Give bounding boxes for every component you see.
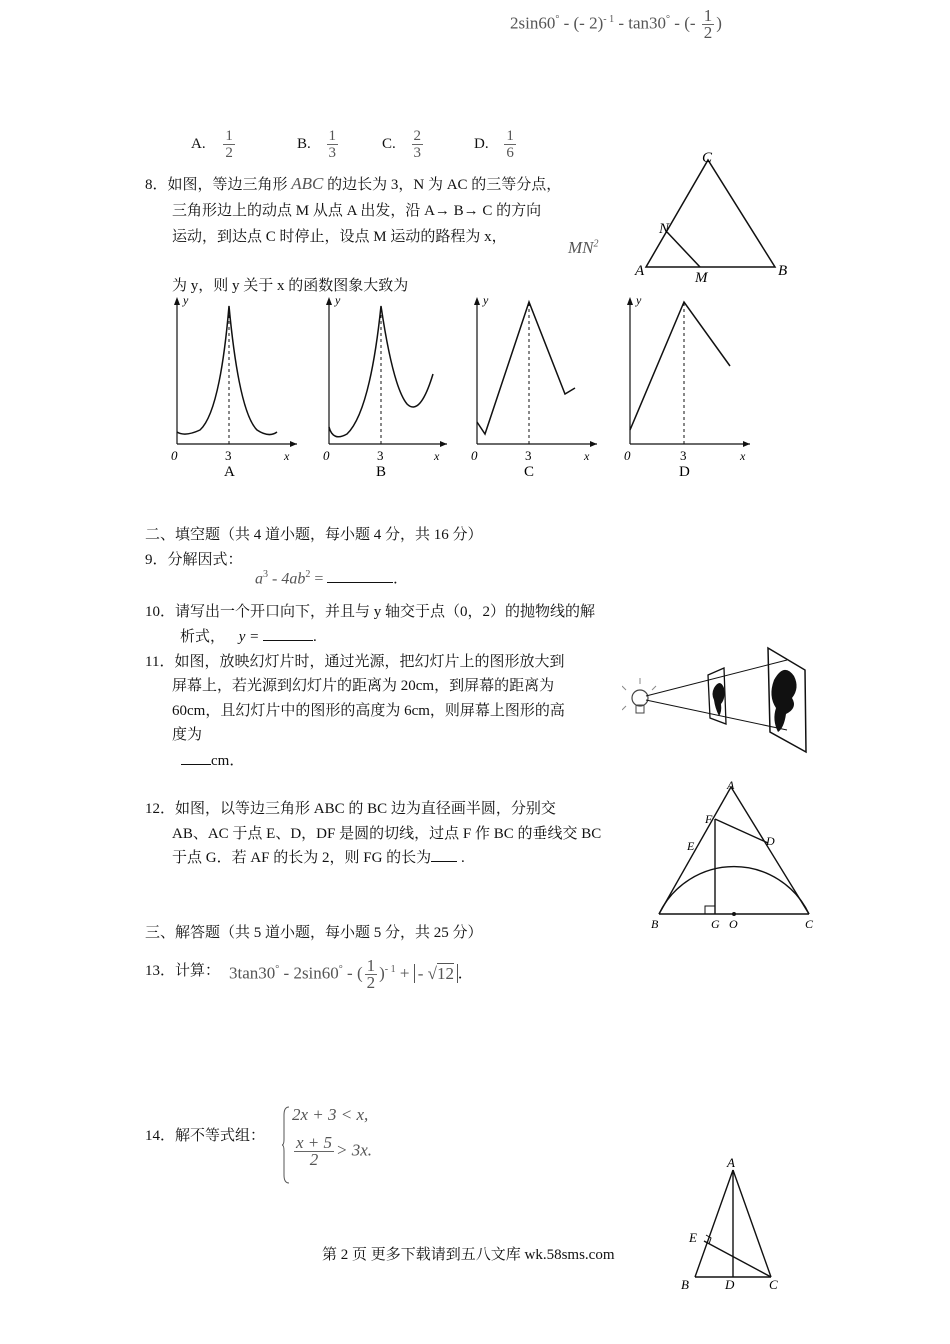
q14-triangle-figure (675, 1150, 795, 1295)
graph-label-b: B (376, 464, 387, 480)
q8-graph-c (465, 292, 605, 482)
svg-text:C: C (805, 917, 814, 931)
svg-text:y: y (636, 293, 642, 307)
q12-line1: 12．如图，以等边三角形 ABC 的 BC 边为直径画半圆，分别交 (145, 801, 556, 817)
svg-text:y: y (483, 293, 489, 307)
triangle-label-n: N (659, 221, 670, 237)
q10-line2: 析式， y = . (180, 629, 317, 645)
q13-formula: 3tan30° - 2sin60° - ( $\frac{1}{2}$ )$^{- 1}$ + - √12 . (229, 956, 463, 993)
q8-graph-a (165, 292, 305, 482)
q11-line1: 11．如图，放映幻灯片时，通过光源，把幻灯片上的图形放大到 (145, 654, 565, 670)
q8-graph-b (315, 292, 455, 482)
svg-text:D: D (725, 1277, 735, 1292)
q8-line2: 三角形边上的动点 M 从点 A 出发，沿 A→ B→ C 的方向 (172, 203, 542, 219)
svg-text:E: E (687, 839, 695, 853)
q12-line2: AB、AC 于点 E、D，DF 是圆的切线，过点 F 作 BC 的垂线交 BC (172, 826, 602, 842)
svg-text:A: A (727, 778, 735, 792)
q11-projector-figure (622, 640, 814, 758)
svg-text:y: y (335, 293, 341, 307)
q9-formula: $a^3 - 4ab^2$ = . (255, 569, 398, 588)
svg-text:O: O (729, 917, 738, 931)
triangle-label-a: A (635, 263, 645, 279)
svg-text:B: B (651, 917, 659, 931)
svg-text:y: y (183, 293, 189, 307)
svg-text:3: 3 (525, 448, 532, 463)
svg-text:D: D (766, 834, 775, 848)
svg-text:0: 0 (171, 448, 178, 463)
svg-text:B: B (681, 1277, 689, 1292)
q11-line2: 屏幕上，若光源到幻灯片的距离为 20cm，到屏幕的距离为 (172, 678, 555, 694)
triangle-label-m: M (695, 270, 708, 285)
svg-text:F: F (705, 812, 713, 826)
q10-line1: 10．请写出一个开口向下，并且与 y 轴交于点（0，2）的抛物线的解 (145, 604, 596, 620)
q11-line5: cm． (181, 749, 244, 773)
q7-option-b: B. $\frac{1}{3}$ (297, 128, 337, 161)
q13-line: 13．计算： (145, 963, 221, 979)
q7-option-a: A. $\frac{1}{2}$ (191, 128, 233, 161)
section3-heading: 三、解答题（共 5 道小题，每小题 5 分，共 25 分） (145, 925, 483, 941)
triangle-label-c: C (702, 150, 713, 166)
page-footer: 第 2 页 更多下载请到五八文库 wk.58sms.com (322, 1247, 615, 1263)
sqrt-icon: √ (427, 963, 437, 983)
svg-text:G: G (711, 917, 720, 931)
q8-line1: 8．如图，等边三角形 ABC 的边长为 3，N 为 AC 的三等分点， (145, 174, 562, 193)
svg-text:x: x (584, 449, 590, 463)
q12-semicircle-figure (645, 775, 825, 935)
q8-graph-d (618, 292, 758, 482)
light-bulb-icon (622, 678, 656, 713)
left-brace-icon (282, 1105, 290, 1185)
svg-text:0: 0 (624, 448, 631, 463)
q8-line3: 运动，到达点 C 时停止，设点 M 运动的路程为 x， (172, 229, 507, 245)
svg-text:A: A (727, 1155, 735, 1170)
section2-heading: 二、填空题（共 4 道小题，每小题 4 分，共 16 分） (145, 527, 483, 543)
q11-answer-blank[interactable] (181, 752, 211, 765)
svg-text:3: 3 (225, 448, 232, 463)
q11-line4: 度为 (172, 727, 203, 743)
svg-text:E: E (689, 1230, 697, 1245)
top-formula: 2sin60° - (- 2)$^{- 1}$ - tan30° - (- $\frac{1}{2}$ ) (510, 6, 722, 43)
q8-mn-squared: $MN^2$ (568, 238, 599, 257)
svg-text:x: x (434, 449, 440, 463)
graph-label-d: D (679, 464, 690, 480)
q12-answer-blank[interactable] (431, 849, 457, 862)
q9-label: 9．分解因式： (145, 552, 243, 568)
svg-text:x: x (284, 449, 290, 463)
svg-text:C: C (769, 1277, 778, 1292)
q9-answer-blank[interactable] (327, 570, 393, 583)
svg-text:x: x (740, 449, 746, 463)
svg-text:0: 0 (323, 448, 330, 463)
svg-text:3: 3 (680, 448, 687, 463)
q8-line4: 为 y，则 y 关于 x 的函数图象大致为 (172, 278, 409, 294)
q14-line: 14．解不等式组： (145, 1128, 266, 1144)
q12-line3: 于点 G．若 AF 的长为 2，则 FG 的长为 . (172, 850, 465, 866)
q8-triangle-figure (630, 145, 800, 285)
q11-line3: 60cm，且幻灯片中的图形的高度为 6cm，则屏幕上图形的高 (172, 703, 565, 719)
svg-text:3: 3 (377, 448, 384, 463)
graph-label-a: A (224, 464, 235, 480)
svg-text:0: 0 (471, 448, 478, 463)
graph-label-c: C (524, 464, 535, 480)
q7-option-c: C. $\frac{2}{3}$ (382, 128, 422, 161)
q10-answer-blank[interactable] (263, 628, 313, 641)
triangle-label-b: B (778, 263, 788, 279)
q7-option-d: D. $\frac{1}{6}$ (474, 128, 514, 161)
